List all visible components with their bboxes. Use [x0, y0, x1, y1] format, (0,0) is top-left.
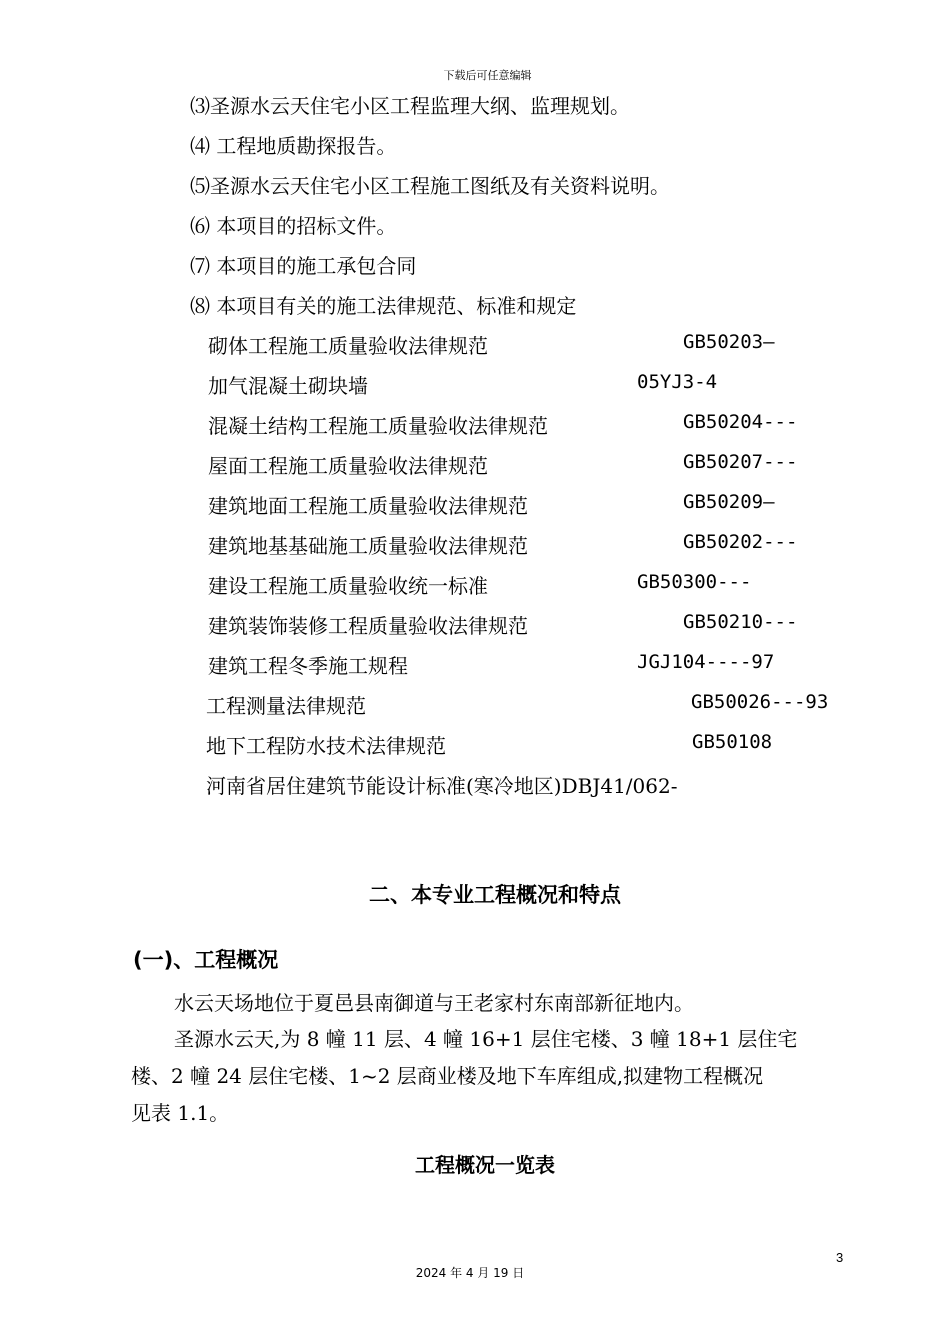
basis-item-7: ⑺ 本项目的施工承包合同 — [190, 254, 417, 278]
standard-name: 加气混凝土砌块墙 — [208, 374, 368, 398]
subsection-title: (一)、工程概况 — [133, 948, 279, 972]
header-note: 下载后可任意编辑 — [443, 69, 532, 82]
section-title: 二、本专业工程概况和特点 — [369, 883, 621, 907]
standard-name-full: 河南省居住建筑节能设计标准(寒冷地区)DBJ41/062- — [206, 774, 678, 798]
standard-code: GB50203— — [683, 331, 775, 353]
standard-code: JGJ104----97 — [637, 651, 775, 673]
basis-item-8: ⑻ 本项目有关的施工法律规范、标准和规定 — [190, 294, 577, 318]
standard-code: GB50202--- — [683, 531, 798, 553]
standard-code: GB50209— — [683, 491, 775, 513]
standard-name: 混凝土结构工程施工质量验收法律规范 — [208, 414, 548, 438]
footer-date: 2024 年 4 月 19 日 — [415, 1266, 525, 1280]
standard-code: 05YJ3-4 — [637, 371, 718, 393]
standard-name: 屋面工程施工质量验收法律规范 — [208, 454, 488, 478]
standard-code: GB50026---93 — [691, 691, 829, 713]
standard-code: GB50108 — [692, 731, 773, 753]
standard-code: GB50300--- — [637, 571, 752, 593]
standard-name: 建筑地面工程施工质量验收法律规范 — [208, 494, 528, 518]
standard-name: 建筑装饰装修工程质量验收法律规范 — [208, 614, 528, 638]
standard-name: 砌体工程施工质量验收法律规范 — [208, 334, 488, 358]
standard-name: 地下工程防水技术法律规范 — [206, 734, 446, 758]
standard-name: 建设工程施工质量验收统一标准 — [208, 574, 488, 598]
standard-name: 工程测量法律规范 — [206, 694, 366, 718]
paragraph-overview-line: 楼、2 幢 24 层住宅楼、1~2 层商业楼及地下车库组成,拟建物工程概况 — [131, 1064, 764, 1088]
paragraph-site: 水云天场地位于夏邑县南御道与王老家村东南部新征地内。 — [174, 991, 694, 1015]
paragraph-overview-line: 圣源水云天,为 8 幢 11 层、4 幢 16+1 层住宅楼、3 幢 18+1 层住宅 — [174, 1027, 798, 1051]
page-number: 3 — [836, 1250, 844, 1265]
table-title: 工程概况一览表 — [415, 1153, 555, 1177]
basis-item-3: ⑶圣源水云天住宅小区工程监理大纲、监理规划。 — [190, 94, 630, 118]
basis-item-4: ⑷ 工程地质勘探报告。 — [190, 134, 397, 158]
standard-code: GB50204--- — [683, 411, 798, 433]
standard-name: 建筑工程冬季施工规程 — [208, 654, 408, 678]
paragraph-overview-line: 见表 1.1。 — [131, 1101, 230, 1125]
standard-code: GB50210--- — [683, 611, 798, 633]
basis-item-5: ⑸圣源水云天住宅小区工程施工图纸及有关资料说明。 — [190, 174, 670, 198]
basis-item-6: ⑹ 本项目的招标文件。 — [190, 214, 397, 238]
standard-code: GB50207--- — [683, 451, 798, 473]
standard-name: 建筑地基基础施工质量验收法律规范 — [208, 534, 528, 558]
